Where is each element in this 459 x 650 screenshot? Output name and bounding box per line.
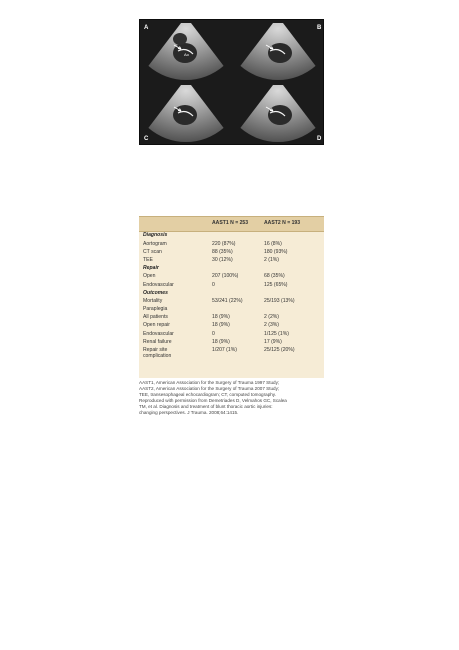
- ultrasound-panel: [240, 23, 315, 80]
- ultrasound-figure: [139, 19, 324, 145]
- footnote-line: AAST1, American Association for the Surgery of Trauma 1997 Study;: [139, 380, 280, 385]
- header-aast1: AAST1 N = 253: [212, 220, 249, 226]
- row-label: Paraplegia: [143, 306, 168, 313]
- section-header: [139, 289, 324, 297]
- panel-letter: D: [317, 136, 322, 142]
- cell-aast2: 17 (9%): [264, 338, 282, 345]
- cell-aast1: 18 (9%): [212, 314, 230, 321]
- cell-aast1: 207 (100%): [212, 273, 239, 280]
- row-label: Endovascular: [143, 330, 174, 337]
- panel-letter: C: [144, 136, 149, 142]
- section-header: [139, 232, 324, 240]
- header-aast2: AAST2 N = 193: [264, 220, 301, 226]
- cell-aast2: 1/125 (1%): [264, 330, 289, 337]
- cell-aast1: 18 (9%): [212, 322, 230, 329]
- cell-aast1: 53/241 (22%): [212, 297, 243, 304]
- footnote-line: TEE, transesophageal echocardiogram; CT, computed tomography.: [139, 391, 277, 397]
- row-label: Repair site: [143, 347, 168, 354]
- panel-letter: B: [317, 25, 322, 31]
- aortic-lumen: [268, 43, 292, 63]
- footnote-line: Reproduced with permission from Demetriades D, Velmahos GC, Scalea: [139, 397, 287, 403]
- ultrasound-panel: [240, 85, 315, 142]
- table-body: [139, 232, 324, 360]
- table-row: [139, 273, 324, 281]
- row-label: CT scan: [143, 248, 162, 255]
- table-row: [139, 322, 324, 330]
- cell-aast2: 2 (3%): [264, 322, 280, 329]
- row-label: Outcomes: [143, 289, 168, 296]
- panel-letter: A: [144, 25, 149, 31]
- table-row: [139, 338, 324, 346]
- footnote-line: TM, et al. Diagnosis and treatment of blunt thoracic aortic injuries:: [139, 403, 273, 409]
- table-row: [139, 257, 324, 265]
- row-label: Diagnosis: [143, 232, 168, 239]
- row-label: Mortality: [143, 297, 163, 304]
- ultrasound-image: [140, 20, 323, 144]
- table-row: [139, 240, 324, 248]
- footnote-line: AAST2, American Association for the Surgery of Trauma 2007 Study;: [139, 385, 280, 391]
- table-row: [139, 281, 324, 289]
- row-label: Endovascular: [143, 281, 174, 288]
- footnote-line: changing perspectives. J Trauma. 2008;64:1415.: [139, 409, 239, 415]
- row-label: Renal failure: [143, 338, 172, 345]
- cell-aast2: 2 (2%): [264, 314, 280, 321]
- ultrasound-panel: [148, 85, 223, 142]
- cell-aast1: 0: [212, 330, 215, 337]
- row-label: Open: [143, 273, 156, 280]
- cell-aast1: 88 (35%): [212, 248, 233, 255]
- table-footnote: [139, 380, 329, 416]
- data-table: [139, 216, 324, 378]
- anatomy-label: Ao: [184, 52, 189, 57]
- cell-aast1: 0: [212, 281, 215, 288]
- row-label-continued: complication: [143, 352, 172, 359]
- table-row: [139, 314, 324, 322]
- cell-aast2: 2 (1%): [264, 256, 280, 263]
- cell-aast2: 180 (93%): [264, 248, 288, 255]
- cell-aast2: 68 (35%): [264, 273, 285, 280]
- cell-aast1: 1/207 (1%): [212, 347, 237, 354]
- secondary-lumen: [173, 33, 187, 45]
- row-label: All patients: [143, 314, 168, 321]
- cell-aast2: 25/125 (20%): [264, 347, 295, 354]
- row-label: Open repair: [143, 322, 170, 329]
- table-row: [139, 330, 324, 338]
- table-row: [139, 347, 324, 360]
- table-row: [139, 298, 324, 306]
- table-row: [139, 248, 324, 256]
- aortic-lumen: [268, 105, 292, 125]
- row-label: Repair: [143, 265, 159, 272]
- table-row: [139, 306, 324, 314]
- cell-aast2: 125 (65%): [264, 281, 288, 288]
- row-label: TEE: [143, 256, 153, 263]
- cell-aast1: 30 (12%): [212, 256, 233, 263]
- cell-aast2: 16 (8%): [264, 240, 282, 247]
- section-header: [139, 265, 324, 273]
- table-header: [139, 216, 324, 232]
- row-label: Aortogram: [143, 240, 167, 247]
- cell-aast1: 18 (9%): [212, 338, 230, 345]
- cell-aast2: 25/193 (13%): [264, 297, 295, 304]
- cell-aast1: 220 (87%): [212, 240, 236, 247]
